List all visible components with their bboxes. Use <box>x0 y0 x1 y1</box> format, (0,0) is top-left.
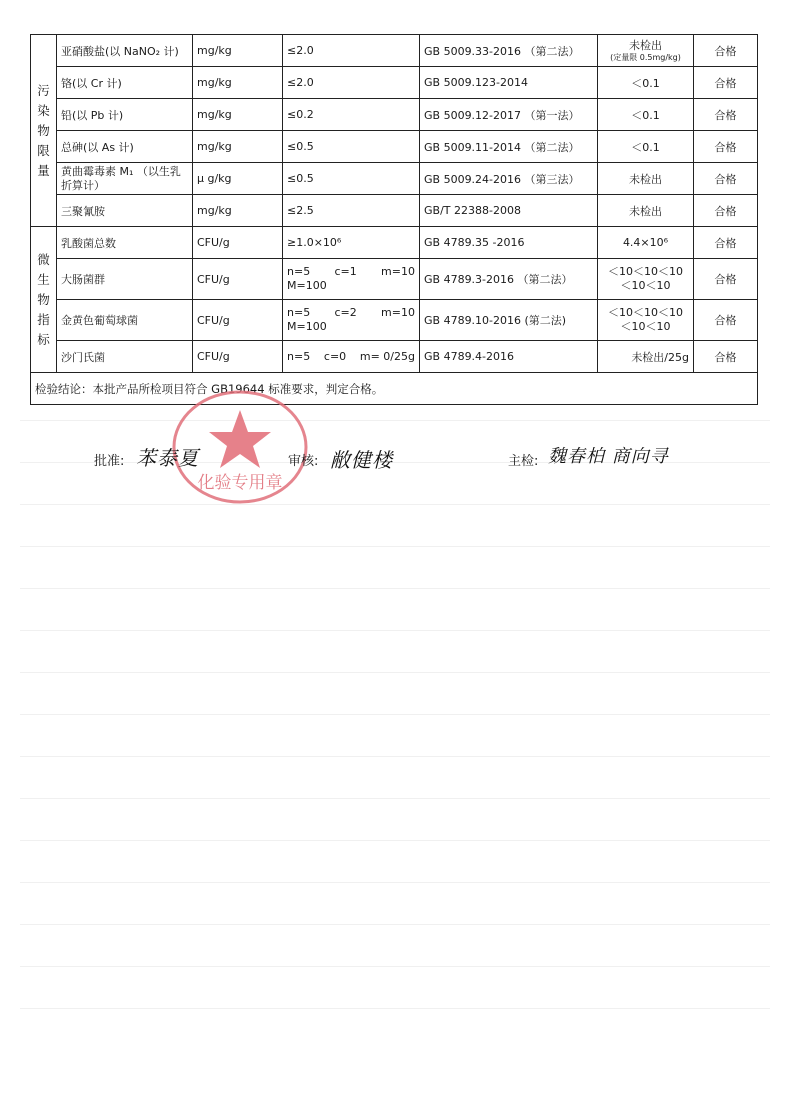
result-line-2: ＜10＜10 <box>620 279 671 292</box>
table-row <box>31 259 758 300</box>
unit: mg/kg <box>193 35 283 67</box>
verdict: 合格 <box>694 300 758 341</box>
standard: ≤2.0 <box>283 35 420 67</box>
std-M: M=100 <box>287 320 327 333</box>
category-label: 污染物限量 <box>37 82 50 178</box>
item-name: 总砷(以 As 计) <box>57 131 193 163</box>
result: 未检出/25g <box>598 341 694 373</box>
result: 4.4×10⁶ <box>598 227 694 259</box>
standard: ≤0.5 <box>283 131 420 163</box>
table-row <box>31 300 758 341</box>
unit: mg/kg <box>193 131 283 163</box>
table-row <box>31 67 758 99</box>
std-n: n=5 <box>287 306 311 319</box>
result: ＜0.1 <box>598 67 694 99</box>
review-signature: 敝健楼 <box>330 448 393 472</box>
test-signature: 魏春柏 商向寻 <box>548 446 669 467</box>
approve-label: 批准: <box>94 454 125 469</box>
method: GB/T 22388-2008 <box>420 195 598 227</box>
unit: mg/kg <box>193 195 283 227</box>
result: 未检出 <box>598 163 694 195</box>
result <box>598 300 694 341</box>
std-c: c=0 <box>323 350 347 363</box>
method: GB 5009.12-2017 （第一法） <box>420 99 598 131</box>
result-line-1: ＜10＜10＜10 <box>608 265 683 278</box>
method: GB 5009.24-2016 （第三法） <box>420 163 598 195</box>
result <box>598 35 694 67</box>
unit: CFU/g <box>193 259 283 300</box>
item-name: 沙门氏菌 <box>57 341 193 373</box>
verdict: 合格 <box>694 163 758 195</box>
standard <box>283 259 420 300</box>
std-n: n=5 <box>287 350 311 363</box>
standard: ≤2.0 <box>283 67 420 99</box>
result-line-2: ＜10＜10 <box>620 320 671 333</box>
category-contaminants <box>31 35 57 227</box>
standard: ≤2.5 <box>283 195 420 227</box>
item-name: 大肠菌群 <box>57 259 193 300</box>
result: 未检出 <box>598 195 694 227</box>
table-row <box>31 35 758 67</box>
item-name: 铬(以 Cr 计) <box>57 67 193 99</box>
verdict: 合格 <box>694 99 758 131</box>
item-name: 黄曲霉毒素 M₁ （以生乳折算计） <box>57 163 193 195</box>
verdict: 合格 <box>694 195 758 227</box>
standard: ≤0.2 <box>283 99 420 131</box>
verdict: 合格 <box>694 227 758 259</box>
review-label: 审核: <box>288 454 319 469</box>
verdict: 合格 <box>694 35 758 67</box>
table-row <box>31 99 758 131</box>
standard: ≥1.0×10⁶ <box>283 227 420 259</box>
verdict: 合格 <box>694 131 758 163</box>
method: GB 4789.35 -2016 <box>420 227 598 259</box>
std-n: n=5 <box>287 265 311 278</box>
result-line-1: ＜10＜10＜10 <box>608 306 683 319</box>
approve-signature: 苯泰夏 <box>136 446 199 470</box>
method: GB 5009.33-2016 （第二法） <box>420 35 598 67</box>
result <box>598 259 694 300</box>
result: ＜0.1 <box>598 131 694 163</box>
table-row <box>31 131 758 163</box>
std-c: c=2 <box>334 306 357 319</box>
signature-row <box>0 442 790 502</box>
standard <box>283 341 420 373</box>
test-label: 主检: <box>508 454 539 469</box>
std-m: m= 0/25g <box>359 350 415 363</box>
inspection-table <box>30 34 758 405</box>
unit: CFU/g <box>193 341 283 373</box>
item-name: 三聚氰胺 <box>57 195 193 227</box>
category-label: 微生物指标 <box>37 251 50 347</box>
unit: mg/kg <box>193 99 283 131</box>
verdict: 合格 <box>694 259 758 300</box>
unit: mg/kg <box>193 67 283 99</box>
seal-text: 化验专用章 <box>197 473 283 493</box>
result-value: 未检出 <box>629 38 662 52</box>
table-row <box>31 163 758 195</box>
method: GB 4789.10-2016 (第二法) <box>420 300 598 341</box>
category-microbiology <box>31 227 57 373</box>
conclusion-row <box>31 373 758 405</box>
method: GB 4789.3-2016 （第二法） <box>420 259 598 300</box>
item-name: 铅(以 Pb 计) <box>57 99 193 131</box>
method: GB 5009.123-2014 <box>420 67 598 99</box>
unit: μ g/kg <box>193 163 283 195</box>
unit: CFU/g <box>193 300 283 341</box>
item-name: 金黄色葡萄球菌 <box>57 300 193 341</box>
standard: ≤0.5 <box>283 163 420 195</box>
std-m: m=10 <box>381 306 415 319</box>
result-note: (定量限 0.5mg/kg) <box>610 52 681 62</box>
std-M: M=100 <box>287 279 327 292</box>
method: GB 4789.4-2016 <box>420 341 598 373</box>
verdict: 合格 <box>694 341 758 373</box>
result: ＜0.1 <box>598 99 694 131</box>
item-name: 亚硝酸盐(以 NaNO₂ 计) <box>57 35 193 67</box>
table-row <box>31 341 758 373</box>
table-row <box>31 227 758 259</box>
verdict: 合格 <box>694 67 758 99</box>
standard <box>283 300 420 341</box>
item-name: 乳酸菌总数 <box>57 227 193 259</box>
std-m: m=10 <box>381 265 415 278</box>
table-row <box>31 195 758 227</box>
method: GB 5009.11-2014 （第二法） <box>420 131 598 163</box>
unit: CFU/g <box>193 227 283 259</box>
conclusion-text: 检验结论：本批产品所检项目符合 GB19644 标准要求，判定合格。 <box>31 373 758 405</box>
std-c: c=1 <box>334 265 357 278</box>
